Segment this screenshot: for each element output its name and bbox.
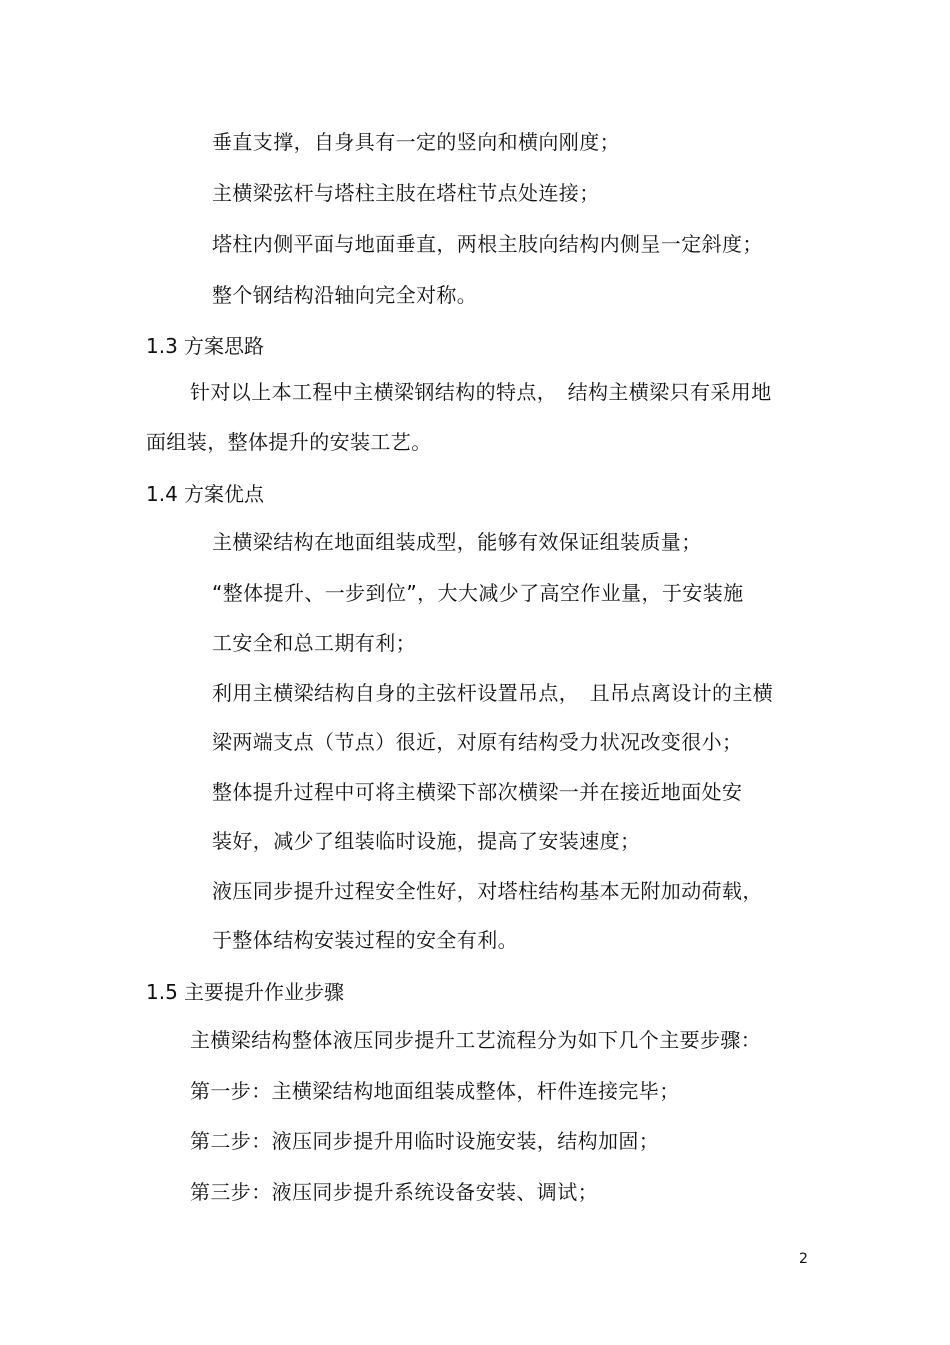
list-item: 整体提升过程中可将主横梁下部次横梁一并在接近地面处安 [212,780,743,804]
list-item: 液压同步提升过程安全性好，对塔柱结构基本无附加动荷载， [212,879,763,903]
paragraph-line: 面组装，整体提升的安装工艺。 [146,430,432,454]
text-line: 主横梁弦杆与塔柱主肢在塔柱节点处连接； [212,181,600,205]
list-item: 主横梁结构在地面组装成型，能够有效保证组装质量； [212,530,702,554]
section-heading-1-5 [146,978,344,1006]
section-number: 1.3 [146,334,178,358]
section-title: 方案优点 [184,482,264,506]
section-heading-1-4 [146,480,264,508]
section-title: 主要提升作业步骤 [184,980,344,1004]
list-item: “整体提升、一步到位”，大大减少了高空作业量，于安装施 [212,581,744,605]
section-number: 1.4 [146,482,178,506]
list-item: 工安全和总工期有利； [212,631,416,655]
text-line: 整个钢结构沿轴向完全对称。 [212,283,478,307]
paragraph-line: 针对以上本工程中主横梁钢结构的特点， 结构主横梁只有采用地 [190,380,772,404]
text-line: 垂直支撑，自身具有一定的竖向和横向刚度； [212,130,620,154]
list-item: 利用主横梁结构自身的主弦杆设置吊点， 且吊点离设计的主横 [212,681,774,705]
list-item: 于整体结构安装过程的安全有利。 [212,928,518,952]
step-item: 第三步：液压同步提升系统设备安装、调试； [190,1180,598,1204]
list-item: 装好，减少了组装临时设施，提高了安装速度； [212,829,641,853]
step-item: 第一步：主横梁结构地面组装成整体，杆件连接完毕； [190,1079,680,1103]
text-line: 塔柱内侧平面与地面垂直，两根主肢向结构内侧呈一定斜度； [212,232,763,256]
step-item: 第二步：液压同步提升用临时设施安装，结构加固； [190,1129,660,1153]
paragraph-line: 主横梁结构整体液压同步提升工艺流程分为如下几个主要步骤： [190,1028,762,1052]
page-number: 2 [799,1251,808,1267]
section-title: 方案思路 [184,334,264,358]
list-item: 梁两端支点（节点）很近，对原有结构受力状况改变很小； [212,730,743,754]
section-number: 1.5 [146,980,178,1004]
section-heading-1-3 [146,332,264,360]
